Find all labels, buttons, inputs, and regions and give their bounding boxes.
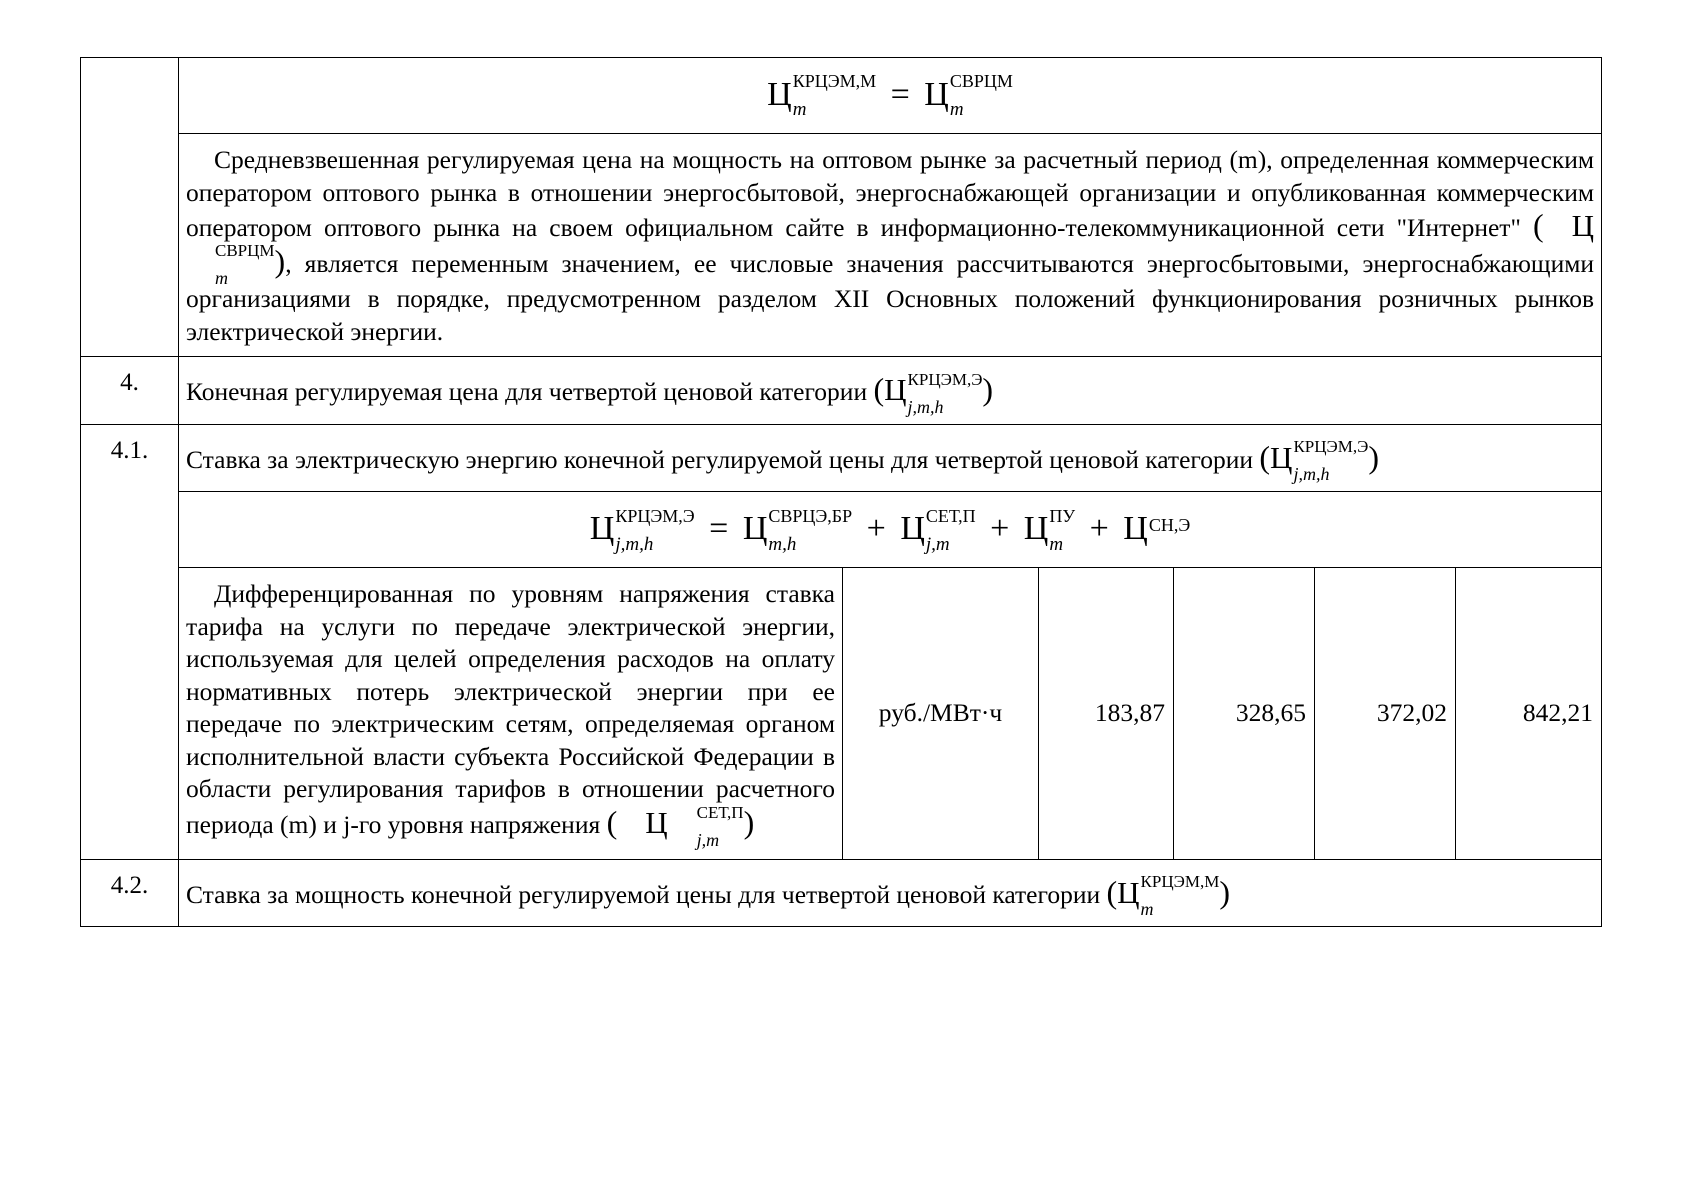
formula-2-plus-1: + [866,510,886,548]
paragraph-1-sub: m [215,268,228,289]
row-4-symbol: Ц [884,372,907,408]
formula-2-term-3-symbol: Ц [900,510,925,548]
tariff-sub: j,m [696,829,720,850]
row-4-1 [81,424,1602,492]
tariff-value-4: 842,21 [1456,568,1602,859]
formula-2 [589,505,1191,555]
formula-2-term-1-sup: КРЦЭМ,Э [615,505,695,526]
tariff-description-text: Дифференцированная по уровням напряжения ставка тарифа на услуги по передаче электрической энергии, используемая для целей определения расходов на оплату нормативных потерь электрической энергии при ее передаче по электрическим сетям, определяемая органом исполнительной власти субъекта Российской Федерации в области регулирования тарифов в отношении расчетного периода (m) и j-го уровня напряжения [186,579,835,839]
row-4-2-sub: m [1140,899,1154,920]
formula-2-term-4-sub: m [1049,533,1064,555]
formula-2-plus-3: + [1089,510,1109,548]
tariff-description [179,568,843,859]
formula-2-term-2-sup: СВРЦЭ,БР [768,505,853,526]
tariff-unit: руб./МВт·ч [843,568,1039,859]
row-4-1-sub: j,m,h [1293,464,1330,485]
formula-row-1 [81,58,1602,134]
paren-close: ) [274,242,286,279]
empty-number-cell [81,58,179,357]
formula-2-cell [179,492,1602,568]
formula-1-lhs-symbol: Ц [767,75,792,113]
paren-open: ( [1259,438,1271,475]
row-4-1-text: Ставка за электрическую энергию конечной регулируемой цены для четвертой ценовой категории [186,444,1254,474]
paragraph-row-1 [81,134,1602,357]
row-4-2 [81,859,1602,927]
row-4-sup: КРЦЭМ,Э [907,369,983,389]
tariff-sup: СЕТ,П [696,802,744,822]
formula-2-term-2-sub: m,h [768,533,797,555]
formula-1-lhs-sub: m [792,99,807,121]
paragraph-1-sup: СВРЦМ [215,241,275,261]
paren-close: ) [982,371,994,408]
row-4-number: 4. [81,357,179,425]
formula-2-term-4-symbol: Ц [1023,510,1049,548]
tariff-table [80,57,1602,927]
paragraph-1-text-after: , является переменным значением, ее числовые значения рассчитываются энергосбытовыми, энергоснабжающими организациями в порядке, предусмотренном разделом XII Основных положений функционирования розничных рынков электрической энергии. [186,248,1595,346]
row-4-2-heading [179,859,1602,927]
formula-1-rhs-symbol: Ц [924,75,949,113]
tariff-row [81,568,1602,859]
row-4-1-number: 4.1. [81,424,179,859]
formula-2-term-3-sup: СЕТ,П [925,505,976,526]
formula-2-plus-2: + [990,510,1010,548]
formula-row-2 [81,492,1602,568]
tariff-value-1: 183,87 [1039,568,1174,859]
paren-open: ( [1106,873,1118,910]
row-4-1-sup: КРЦЭМ,Э [1293,437,1369,457]
tariff-value-2: 328,65 [1174,568,1315,859]
row-4-2-sup: КРЦЭМ,М [1140,872,1220,892]
paren-open: ( [606,803,618,840]
formula-2-term-5-sup: СН,Э [1148,515,1191,536]
formula-2-term-4-sup: ПУ [1049,505,1076,526]
paragraph-1-text-before: Средневзвешенная регулируемая цена на мощность на оптовом рынке за расчетный период (m), определенная коммерческим оператором оптового рынка в отношении энергосбытовой, энергоснабжающей организации и опубликованная коммерческим оператором оптового рынка на своем официальном сайте в информационно-телекоммуникационной сети "Интернет" [186,145,1595,242]
paragraph-1 [179,134,1602,357]
tariff-symbol: Ц [645,804,668,840]
formula-2-term-5-symbol: Ц [1123,510,1148,548]
paren-close: ) [1219,873,1230,910]
formula-1-equals: = [890,75,910,113]
formula-2-term-1-sub: j,m,h [615,533,654,555]
row-4 [81,357,1602,425]
paragraph-1-symbol: Ц [1571,208,1595,243]
formula-2-term-1-symbol: Ц [589,510,615,548]
row-4-2-symbol: Ц [1117,874,1140,910]
formula-1-rhs-sub: m [949,99,964,121]
tariff-value-3: 372,02 [1315,568,1456,859]
paren-close: ) [1368,438,1379,475]
tariff-symbol-group [606,802,755,850]
formula-2-equals: = [709,510,729,548]
row-4-2-text: Ставка за мощность конечной регулируемой цены для четвертой ценовой категории [186,879,1101,909]
paren-open: ( [873,371,885,408]
formula-2-term-2-symbol: Ц [742,510,768,548]
formula-1 [767,71,1013,121]
paren-close: ) [743,803,755,840]
row-4-text: Конечная регулируемая цена для четвертой ценовой категории [186,377,868,407]
formula-2-term-3-sub: j,m [925,533,950,555]
paren-open: ( [1532,207,1544,243]
formula-1-rhs-sup: СВРЦМ [949,71,1013,92]
row-4-1-symbol: Ц [1270,439,1293,475]
formula-1-cell [179,58,1602,134]
row-4-heading [179,357,1602,425]
formula-1-lhs-sup: КРЦЭМ,М [792,71,877,92]
row-4-1-heading [179,424,1602,492]
row-4-2-number: 4.2. [81,859,179,927]
row-4-sub: j,m,h [907,396,944,417]
